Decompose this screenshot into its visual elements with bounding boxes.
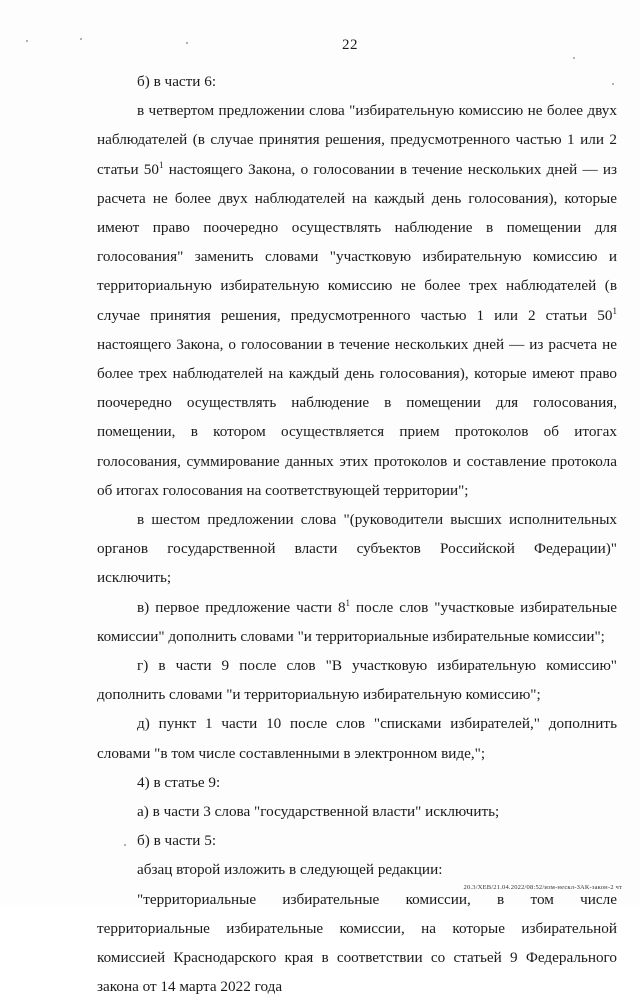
superscript: 1 — [345, 597, 351, 608]
paragraph-part-9: г) в части 9 после слов "В участковую избирательную комиссию" дополнить словами "и территориальную избирательную комиссию"; — [97, 657, 617, 704]
paragraph-part-6: б) в части 6: — [137, 73, 217, 90]
paragraph-new-wording: "территориальные избирательные комиссии, в том числе территориальные избирательные комиссии, на которые избирательной комиссией Краснодарского края в соответствии со статьей 9 Федерального закона от 14 марта 2022 года — [97, 890, 617, 996]
paragraph-text: после слов "участковые избирательные комиссии" дополнить словами "и территориальные избирательные комиссии"; — [97, 598, 618, 645]
document-body — [97, 67, 617, 1002]
paragraph-second-abzac: абзац второй изложить в следующей редакции: — [137, 861, 443, 879]
paragraph-sixth-sentence: в шестом предложении слова "(руководители высших исполнительных органов государственной власти субъектов Российской Федерации)" исключить; — [97, 511, 617, 587]
paragraph-text: в) первое предложение части 8 — [137, 598, 346, 616]
page-number: 22 — [342, 37, 358, 53]
footer-doc-code: 20.3/ХЕВ/21.04.2022/08:52/изм-нескл-ЗАК-закон-2 чт — [463, 884, 622, 891]
paragraph-article-9-part-5: б) в части 5: — [137, 832, 217, 850]
paragraph-part-10: д) пункт 1 части 10 после слов "списками избирателей," дополнить словами "в том числе составленными в электронном виде,"; — [97, 715, 617, 762]
paragraph-text: настоящего Закона, о голосовании в течение нескольких дней — из расчета не более трех наблюдателей на каждый день голосования), которые имеют право поочередно осуществлять наблюдение в помещении для голосования, помещении, в котором осуществляется прием протоколов об итогах голосования, суммирование данных этих протоколов и составление протокола об итогах голосования на соответствующей территории"; — [97, 335, 617, 499]
paragraph-text: в четвертом предложении слова "избирательную комиссию не более двух наблюдателей (в случае принятия решения, предусмотренного частью 1 или 2 статьи 50 — [97, 102, 617, 178]
paragraph-article-9-part-3: а) в части 3 слова "государственной власти" исключить; — [137, 803, 500, 821]
superscript: 1 — [612, 305, 617, 316]
paragraph-fourth-sentence — [97, 96, 617, 505]
paragraph-text: настоящего Закона, о голосовании в течение нескольких дней — из расчета не более двух наблюдателей на каждый день голосования), которые имеют право поочередно осуществлять наблюдение в помещении для голосования" заменить словами "участковую избирательную комиссию и территориальную избирательную комиссию не более трех наблюдателей (в случае принятия решения, предусмотренного частью 1 или 2 статьи 50 — [97, 160, 618, 324]
paragraph-article-9: 4) в статье 9: — [137, 773, 221, 791]
paragraph-part-8-1 — [97, 593, 617, 651]
superscript: 1 — [159, 159, 164, 170]
scan-speck — [573, 57, 575, 59]
